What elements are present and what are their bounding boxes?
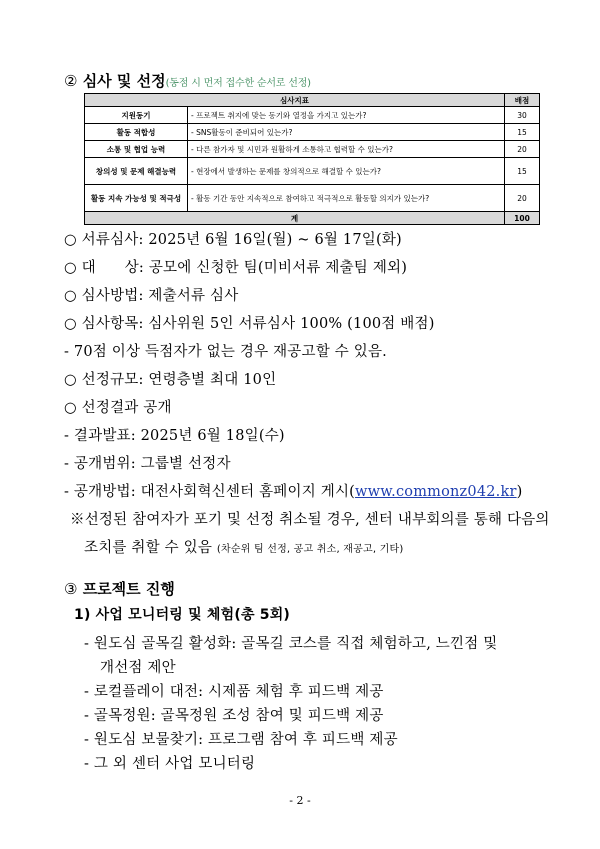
page-number: - 2 -	[289, 794, 311, 807]
doc-review-date: ○ 서류심사: 2025년 6월 16일(월) ~ 6월 17일(화)	[64, 232, 402, 248]
cancellation-note-cont	[84, 536, 403, 557]
criterion-score: 20	[505, 185, 540, 212]
table-row	[85, 107, 540, 124]
table-total-row	[85, 212, 540, 225]
section-title: 심사 및 선정	[82, 72, 166, 90]
criterion-desc: - 현장에서 발생하는 문제를 창의적으로 해결할 수 있는가?	[188, 158, 505, 185]
section-title: 프로젝트 진행	[82, 580, 175, 598]
table-header-row	[85, 94, 540, 107]
criterion-desc: - 프로젝트 취지에 맞는 동기와 열정을 가지고 있는가?	[188, 107, 505, 124]
section-number: ③	[64, 580, 78, 598]
criterion-key: 활동 지속 가능성 및 적극성	[85, 185, 188, 212]
section-number: ②	[64, 72, 78, 90]
disclosure-method	[64, 480, 522, 501]
criterion-desc: - 다른 참가자 및 시민과 원활하게 소통하고 협력할 수 있는가?	[188, 141, 505, 158]
disclosure-scope: - 공개범위: 그룹별 선정자	[64, 456, 231, 472]
header-criteria: 심사지표	[85, 94, 505, 107]
selection-scale: ○ 선정규모: 연령층별 최대 10인	[64, 372, 277, 388]
re-announce-note: - 70점 이상 득점자가 없는 경우 재공고할 수 있음.	[64, 344, 387, 360]
criterion-score: 15	[505, 124, 540, 141]
action-text: 조치를 취할 수 있음	[84, 540, 213, 556]
table-row	[85, 141, 540, 158]
list-item: - 원도심 골목길 활성화: 골목길 코스를 직접 체험하고, 느낀점 및	[84, 636, 498, 652]
list-item: - 골목정원: 골목정원 조성 참여 및 피드백 제공	[84, 708, 384, 724]
criterion-desc: - 활동 기간 동안 지속적으로 참여하고 적극적으로 활동할 의지가 있는가?	[188, 185, 505, 212]
website-link[interactable]: www.commonz042.kr	[355, 484, 517, 500]
review-items: ○ 심사항목: 심사위원 5인 서류심사 100% (100점 배점)	[64, 316, 435, 332]
disclosure-method-text: - 공개방법: 대전사회혁신센터 홈페이지 게시(	[64, 484, 356, 500]
list-item: - 로컬플레이 대전: 시제품 체험 후 피드백 제공	[84, 684, 384, 700]
criterion-key: 소통 및 협업 능력	[85, 141, 188, 158]
table-row	[85, 158, 540, 185]
table-row	[85, 185, 540, 212]
criterion-score: 15	[505, 158, 540, 185]
result-disclosure: ○ 선정결과 공개	[64, 400, 172, 416]
review-method: ○ 심사방법: 제출서류 심사	[64, 288, 239, 304]
criterion-desc: - SNS활동이 준비되어 있는가?	[188, 124, 505, 141]
total-score: 100	[505, 212, 540, 225]
section-note: (동점 시 먼저 접수한 순서로 선정)	[165, 78, 311, 89]
list-item: - 그 외 센터 사업 모니터링	[84, 756, 256, 772]
criterion-score: 20	[505, 141, 540, 158]
criterion-key: 지원동기	[85, 107, 188, 124]
total-label: 계	[85, 212, 505, 225]
criterion-key: 활동 적합성	[85, 124, 188, 141]
result-date: - 결과발표: 2025년 6월 18일(수)	[64, 428, 285, 444]
cancellation-note: ※선정된 참여자가 포기 및 선정 취소될 경우, 센터 내부회의를 통해 다음의	[70, 512, 550, 528]
table-row	[85, 124, 540, 141]
target-line: ○ 대 상: 공모에 신청한 팀(미비서류 제출팀 제외)	[64, 260, 408, 276]
criterion-key: 창의성 및 문제 해결능력	[85, 158, 188, 185]
subsection-title: 1) 사업 모니터링 및 체험(총 5회)	[74, 607, 291, 623]
header-score: 배점	[505, 94, 540, 107]
action-examples: (차순위 팀 선정, 공고 취소, 재공고, 기타)	[216, 544, 404, 555]
criterion-score: 30	[505, 107, 540, 124]
section-3-heading	[64, 578, 175, 599]
list-item-cont: 개선점 제안	[100, 660, 176, 676]
section-2-heading	[64, 70, 311, 91]
criteria-table	[84, 93, 540, 225]
closing-paren: )	[516, 484, 523, 500]
list-item: - 원도심 보물찾기: 프로그램 참여 후 피드백 제공	[84, 732, 398, 748]
